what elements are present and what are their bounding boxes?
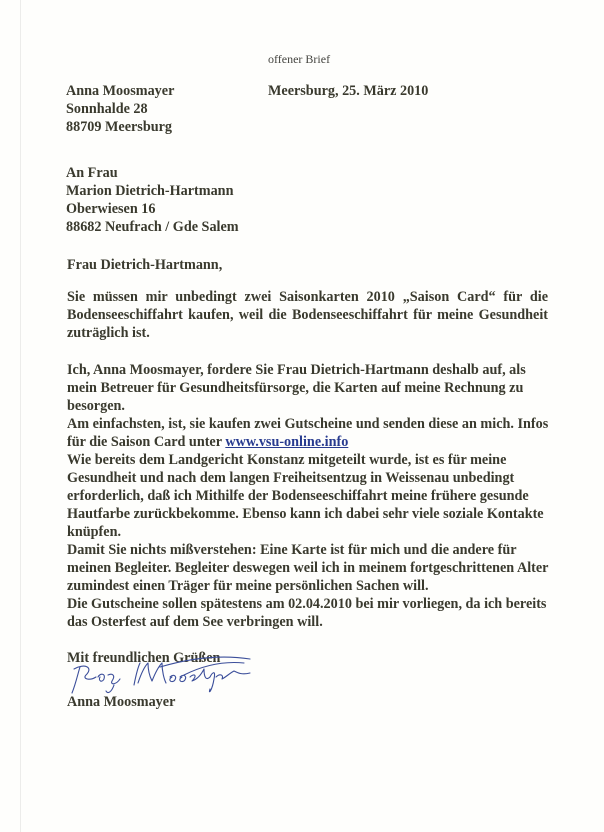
paragraph-line xyxy=(67,433,548,451)
paragraph-line: Bodenseeschiffahrt kaufen, weil die Bodenseeschiffahrt für meine Gesundheit xyxy=(67,307,548,323)
sender-street: Sonnhalde 28 xyxy=(66,101,148,117)
handwritten-signature-icon xyxy=(64,655,274,697)
signoff-name: Anna Moosmayer xyxy=(67,694,176,710)
vsu-online-link[interactable]: www.vsu-online.info xyxy=(225,434,349,450)
paragraph-line: knüpfen. xyxy=(67,524,122,540)
greeting: Frau Dietrich-Hartmann, xyxy=(67,257,223,273)
recipient-address xyxy=(66,164,239,236)
paragraph-line: zumindest einen Träger für meine persönlichen Sachen will. xyxy=(67,578,429,594)
paragraph-line: Hautfarbe zurückbekomme. Ebenso kann ich dabei sehr viele soziale Kontakte xyxy=(67,506,544,522)
place-date: Meersburg, 25. März 2010 xyxy=(268,83,429,99)
paragraph-3 xyxy=(67,451,548,541)
paragraph-4 xyxy=(67,541,548,595)
paragraph-line: Sie müssen mir unbedingt zwei Saisonkarten 2010 „Saison Card“ für die xyxy=(67,289,548,305)
paragraph-line: Damit Sie nichts mißverstehen: Eine Karte ist für mich und die andere für xyxy=(67,542,517,558)
paragraph-line: besorgen. xyxy=(67,398,125,414)
paragraph-line: zuträglich ist. xyxy=(67,325,150,341)
recipient-salutation: An Frau xyxy=(66,165,118,181)
paragraph-line: Wie bereits dem Landgericht Konstanz mitgeteilt wurde, ist es für meine xyxy=(67,452,507,468)
sender-address xyxy=(66,82,174,136)
paragraph-1 xyxy=(67,288,548,342)
paragraph-line: Am einfachsten, ist, sie kaufen zwei Gutscheine und senden diese an mich. Infos xyxy=(67,416,549,432)
paragraph-line: Ich, Anna Moosmayer, fordere Sie Frau Dietrich-Hartmann deshalb auf, als xyxy=(67,362,526,378)
header-note: offener Brief xyxy=(268,52,331,66)
recipient-city: 88682 Neufrach / Gde Salem xyxy=(66,219,239,235)
recipient-street: Oberwiesen 16 xyxy=(66,201,156,217)
paragraph-line: mein Betreuer für Gesundheitsfürsorge, die Karten auf meine Rechnung zu xyxy=(67,380,524,396)
paragraph-line: Die Gutscheine sollen spätestens am 02.04.2010 bei mir vorliegen, da ich bereits xyxy=(67,596,547,612)
paragraph-line: das Osterfest auf dem See verbringen will. xyxy=(67,614,323,630)
link-prefix: für die Saison Card unter xyxy=(67,434,226,450)
sender-city: 88709 Meersburg xyxy=(66,119,172,135)
paragraph-5 xyxy=(67,595,548,631)
paragraph-line: erforderlich, daß ich Mithilfe der Bodenseeschiffahrt meine frühere gesunde xyxy=(67,488,529,504)
paragraph-2 xyxy=(67,361,548,451)
paragraph-line: Gesundheit und nach dem langen Freiheitsentzug in Weissenau unbedingt xyxy=(67,470,515,486)
closing: Mit freundlichen Grüßen xyxy=(67,650,221,666)
recipient-name: Marion Dietrich-Hartmann xyxy=(66,183,234,199)
paragraph-line: meinen Begleiter. Begleiter deswegen weil ich in meinem fortgeschrittenen Alter xyxy=(67,560,549,576)
sender-name: Anna Moosmayer xyxy=(66,83,175,99)
scan-edge xyxy=(20,0,21,832)
